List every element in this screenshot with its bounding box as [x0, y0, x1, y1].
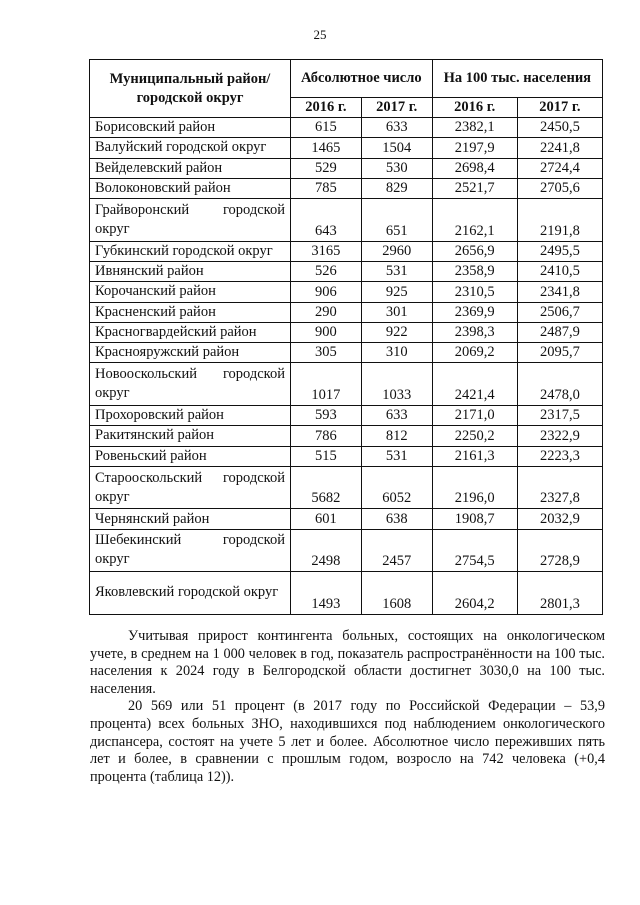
per100k-2016: 2754,5	[432, 529, 517, 572]
per100k-2017: 2705,6	[517, 178, 602, 198]
table-row	[90, 343, 603, 363]
table-row	[90, 241, 603, 261]
per100k-2017: 2450,5	[517, 118, 602, 138]
body-text	[90, 628, 605, 786]
header-absolute: Абсолютное число	[291, 60, 433, 98]
abs-2017: 531	[361, 261, 432, 281]
abs-2017: 633	[361, 118, 432, 138]
per100k-2017: 2191,8	[517, 199, 602, 242]
abs-2016: 1493	[291, 572, 362, 615]
abs-2017: 633	[361, 405, 432, 425]
abs-2017: 310	[361, 343, 432, 363]
abs-2017: 1033	[361, 363, 432, 406]
district-name: Волоконовский район	[90, 178, 291, 198]
abs-2016: 2498	[291, 529, 362, 572]
district-name: Старооскольский городской округ	[90, 466, 291, 509]
abs-2017: 812	[361, 426, 432, 446]
per100k-2017: 2095,7	[517, 343, 602, 363]
abs-2016: 290	[291, 302, 362, 322]
abs-2016: 1465	[291, 138, 362, 158]
district-name: Новооскольский городской округ	[90, 363, 291, 406]
per100k-2017: 2327,8	[517, 466, 602, 509]
table-row	[90, 302, 603, 322]
per100k-2016: 2656,9	[432, 241, 517, 261]
per100k-2017: 2223,3	[517, 446, 602, 466]
abs-2016: 529	[291, 158, 362, 178]
district-name: Грайворонский городской округ	[90, 199, 291, 242]
abs-2016: 1017	[291, 363, 362, 406]
district-name: Ивнянский район	[90, 261, 291, 281]
table-row	[90, 282, 603, 302]
per100k-2016: 2398,3	[432, 322, 517, 342]
per100k-2016: 2698,4	[432, 158, 517, 178]
per100k-2017: 2341,8	[517, 282, 602, 302]
per100k-2016: 2358,9	[432, 261, 517, 281]
paragraph: 20 569 или 51 процент (в 2017 году по Российской Федерации – 53,9 процента) всех больных ЗНО, находившихся под наблюдением онкологического диспансера, состоят на учете 5 лет и более. Абсолютное число переживших пять лет и более, в сравнении с прошлым годом, возросло на 742 человека (+0,4 процента (таблица 12)).	[90, 698, 605, 785]
district-name: Вейделевский район	[90, 158, 291, 178]
abs-2017: 1504	[361, 138, 432, 158]
district-name: Корочанский район	[90, 282, 291, 302]
per100k-2017: 2032,9	[517, 509, 602, 529]
header-district: Муниципальный район/ городской округ	[90, 60, 291, 118]
table-row	[90, 446, 603, 466]
per100k-2016: 2171,0	[432, 405, 517, 425]
per100k-2016: 2382,1	[432, 118, 517, 138]
per100k-2016: 2310,5	[432, 282, 517, 302]
table-row	[90, 199, 603, 242]
per100k-2017: 2322,9	[517, 426, 602, 446]
table-row	[90, 178, 603, 198]
page-number: 25	[313, 27, 327, 42]
per100k-2016: 2250,2	[432, 426, 517, 446]
per100k-2017: 2506,7	[517, 302, 602, 322]
abs-2016: 5682	[291, 466, 362, 509]
district-name: Прохоровский район	[90, 405, 291, 425]
abs-2016: 526	[291, 261, 362, 281]
per100k-2017: 2487,9	[517, 322, 602, 342]
table-row	[90, 158, 603, 178]
per100k-2016: 2197,9	[432, 138, 517, 158]
header-per-2016: 2016 г.	[432, 98, 517, 118]
abs-2016: 305	[291, 343, 362, 363]
table-row	[90, 529, 603, 572]
district-name: Ровеньский район	[90, 446, 291, 466]
abs-2016: 615	[291, 118, 362, 138]
per100k-2016: 2162,1	[432, 199, 517, 242]
abs-2016: 900	[291, 322, 362, 342]
per100k-2016: 1908,7	[432, 509, 517, 529]
header-per-2017: 2017 г.	[517, 98, 602, 118]
per100k-2016: 2521,7	[432, 178, 517, 198]
per100k-2017: 2478,0	[517, 363, 602, 406]
abs-2017: 531	[361, 446, 432, 466]
district-name: Валуйский городской округ	[90, 138, 291, 158]
abs-2016: 3165	[291, 241, 362, 261]
abs-2016: 593	[291, 405, 362, 425]
per100k-2017: 2410,5	[517, 261, 602, 281]
abs-2016: 643	[291, 199, 362, 242]
incidence-table	[89, 59, 603, 615]
table-row	[90, 138, 603, 158]
per100k-2017: 2241,8	[517, 138, 602, 158]
per100k-2016: 2161,3	[432, 446, 517, 466]
district-name: Губкинский городской округ	[90, 241, 291, 261]
table-row	[90, 261, 603, 281]
abs-2017: 1608	[361, 572, 432, 615]
abs-2017: 925	[361, 282, 432, 302]
district-name: Красненский район	[90, 302, 291, 322]
per100k-2016: 2196,0	[432, 466, 517, 509]
per100k-2016: 2069,2	[432, 343, 517, 363]
abs-2017: 922	[361, 322, 432, 342]
abs-2017: 6052	[361, 466, 432, 509]
abs-2016: 786	[291, 426, 362, 446]
abs-2016: 601	[291, 509, 362, 529]
table-row	[90, 322, 603, 342]
district-name: Красногвардейский район	[90, 322, 291, 342]
per100k-2017: 2317,5	[517, 405, 602, 425]
district-name: Ракитянский район	[90, 426, 291, 446]
header-per-100k: На 100 тыс. населения	[432, 60, 602, 98]
per100k-2017: 2728,9	[517, 529, 602, 572]
district-name: Яковлевский городской округ	[90, 572, 291, 615]
abs-2017: 2960	[361, 241, 432, 261]
table-row	[90, 509, 603, 529]
abs-2017: 651	[361, 199, 432, 242]
per100k-2017: 2801,3	[517, 572, 602, 615]
abs-2017: 2457	[361, 529, 432, 572]
per100k-2017: 2724,4	[517, 158, 602, 178]
table-row	[90, 363, 603, 406]
per100k-2016: 2421,4	[432, 363, 517, 406]
district-name: Шебекинский городской округ	[90, 529, 291, 572]
table-row	[90, 118, 603, 138]
paragraph: Учитывая прирост контингента больных, состоящих на онкологическом учете, в среднем на 1 000 человек в год, показатель распространённости на 100 тыс. населения к 2024 году в Белгородской области достигнет 3030,0 на 100 тыс. населения.	[90, 628, 605, 697]
abs-2017: 829	[361, 178, 432, 198]
district-name: Чернянский район	[90, 509, 291, 529]
per100k-2017: 2495,5	[517, 241, 602, 261]
abs-2017: 301	[361, 302, 432, 322]
header-abs-2016: 2016 г.	[291, 98, 362, 118]
abs-2016: 515	[291, 446, 362, 466]
table-row	[90, 426, 603, 446]
abs-2016: 906	[291, 282, 362, 302]
abs-2016: 785	[291, 178, 362, 198]
per100k-2016: 2604,2	[432, 572, 517, 615]
district-name: Краснояружский район	[90, 343, 291, 363]
header-abs-2017: 2017 г.	[361, 98, 432, 118]
table-row	[90, 405, 603, 425]
abs-2017: 530	[361, 158, 432, 178]
district-name: Борисовский район	[90, 118, 291, 138]
per100k-2016: 2369,9	[432, 302, 517, 322]
abs-2017: 638	[361, 509, 432, 529]
table-row	[90, 572, 603, 615]
table-row	[90, 466, 603, 509]
